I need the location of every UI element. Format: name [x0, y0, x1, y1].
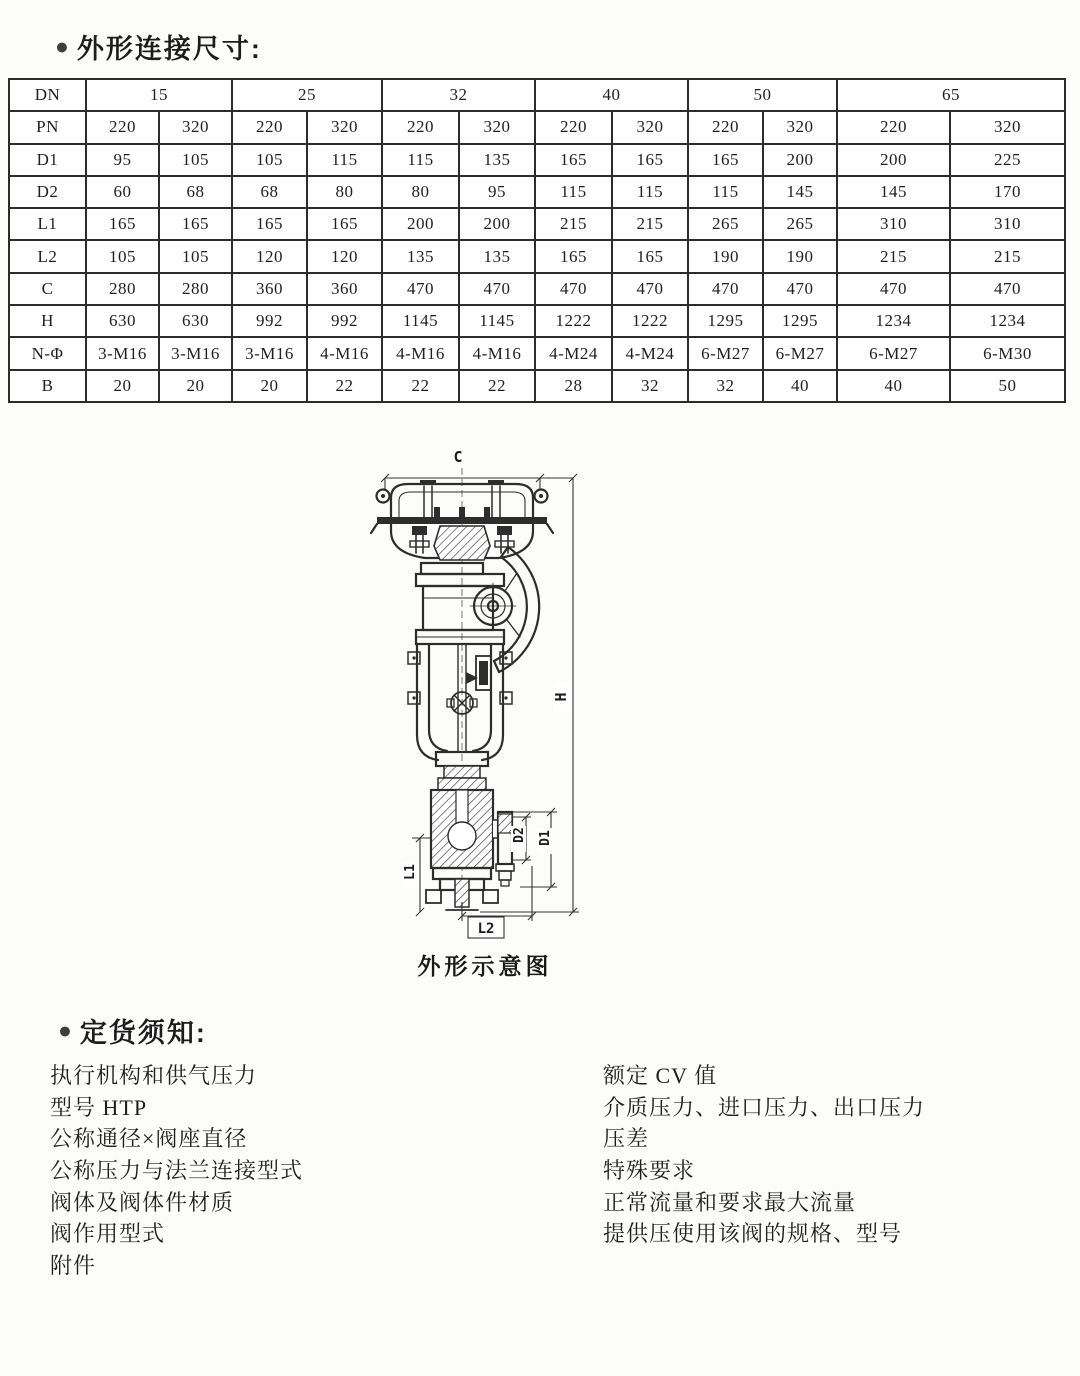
table-cell: 105: [159, 144, 232, 176]
table-cell: 165: [86, 208, 159, 240]
table-cell: 470: [382, 273, 459, 305]
table-cell: 95: [86, 144, 159, 176]
dn-group-header: 65: [837, 79, 1065, 111]
table-cell: 3-M16: [232, 337, 307, 369]
table-cell: 470: [459, 273, 535, 305]
table-cell: 115: [612, 176, 688, 208]
table-cell: 200: [459, 208, 535, 240]
table-cell: 68: [159, 176, 232, 208]
table-cell: 115: [307, 144, 382, 176]
dn-group-header: 15: [86, 79, 232, 111]
row-label: C: [9, 273, 86, 305]
table-cell: 6-M27: [763, 337, 837, 369]
dn-label-cell: DN: [9, 79, 86, 111]
table-cell: 120: [232, 240, 307, 272]
bullet-icon: ●: [55, 33, 71, 59]
table-cell: 992: [307, 305, 382, 337]
table-cell: 280: [86, 273, 159, 305]
table-cell: 220: [382, 111, 459, 143]
table-cell: 220: [535, 111, 612, 143]
table-cell: 22: [307, 370, 382, 402]
note-item: 公称通径×阀座直径: [50, 1126, 248, 1152]
ordering-notes-left: [50, 1060, 303, 1282]
table-cell: 32: [612, 370, 688, 402]
table-cell: 145: [763, 176, 837, 208]
table-cell: 165: [159, 208, 232, 240]
table-cell: 360: [307, 273, 382, 305]
table-cell: 310: [950, 208, 1065, 240]
bullet-icon: ●: [58, 1017, 74, 1043]
table-cell: 68: [232, 176, 307, 208]
table-cell: 32: [688, 370, 763, 402]
table-cell: 165: [612, 144, 688, 176]
table-cell: 1145: [459, 305, 535, 337]
table-cell: 220: [837, 111, 950, 143]
table-cell: 105: [232, 144, 307, 176]
section-title-ordering: [58, 1011, 207, 1050]
note-item: 正常流量和要求最大流量: [603, 1189, 857, 1215]
table-cell: 3-M16: [159, 337, 232, 369]
table-cell: 220: [232, 111, 307, 143]
table-cell: 165: [688, 144, 763, 176]
table-cell: 1222: [612, 305, 688, 337]
table-cell: 320: [459, 111, 535, 143]
note-item: 公称压力与法兰连接型式: [50, 1158, 304, 1184]
note-item: 型号 HTP: [50, 1094, 148, 1120]
row-label: B: [9, 370, 86, 402]
note-item: 阀作用型式: [50, 1221, 166, 1247]
table-cell: 6-M27: [688, 337, 763, 369]
table-cell: 310: [837, 208, 950, 240]
table-cell: 215: [837, 240, 950, 272]
table-cell: 320: [763, 111, 837, 143]
table-cell: 220: [86, 111, 159, 143]
row-label: PN: [9, 111, 86, 143]
table-cell: 95: [459, 176, 535, 208]
table-cell: 6-M27: [837, 337, 950, 369]
table-cell: 1295: [688, 305, 763, 337]
table-cell: 470: [763, 273, 837, 305]
row-label: D1: [9, 144, 86, 176]
table-cell: 190: [688, 240, 763, 272]
table-cell: 992: [232, 305, 307, 337]
note-item: 执行机构和供气压力: [50, 1063, 258, 1088]
table-cell: 135: [382, 240, 459, 272]
table-cell: 1234: [950, 305, 1065, 337]
dim-label-d1: D1: [538, 830, 553, 846]
table-cell: 20: [86, 370, 159, 402]
note-item: 附件: [50, 1253, 97, 1279]
table-cell: 60: [86, 176, 159, 208]
dn-group-header: 25: [232, 79, 382, 111]
table-cell: 4-M24: [612, 337, 688, 369]
note-item: 提供压使用该阀的规格、型号: [603, 1221, 903, 1247]
table-cell: 80: [382, 176, 459, 208]
dn-group-header: 40: [535, 79, 688, 111]
table-cell: 215: [612, 208, 688, 240]
table-cell: 1222: [535, 305, 612, 337]
table-cell: 165: [535, 144, 612, 176]
table-cell: 4-M24: [535, 337, 612, 369]
table-row: [9, 370, 1065, 402]
table-cell: 225: [950, 144, 1065, 176]
table-cell: 105: [86, 240, 159, 272]
dim-label-l1: L1: [403, 864, 418, 880]
table-cell: 3-M16: [86, 337, 159, 369]
table-cell: 170: [950, 176, 1065, 208]
table-cell: 360: [232, 273, 307, 305]
table-cell: 22: [382, 370, 459, 402]
table-cell: 470: [612, 273, 688, 305]
note-item: 压差: [603, 1126, 650, 1152]
table-cell: 4-M16: [307, 337, 382, 369]
table-cell: 470: [950, 273, 1065, 305]
row-label: N-Φ: [9, 337, 86, 369]
dim-label-c: C: [453, 448, 463, 466]
table-cell: 6-M30: [950, 337, 1065, 369]
row-label: L1: [9, 208, 86, 240]
table-cell: 320: [612, 111, 688, 143]
table-cell: 320: [159, 111, 232, 143]
table-cell: 1295: [763, 305, 837, 337]
table-cell: 28: [535, 370, 612, 402]
table-cell: 320: [307, 111, 382, 143]
dn-group-header: 50: [688, 79, 837, 111]
table-header-row: [9, 79, 1065, 111]
table-cell: 145: [837, 176, 950, 208]
table-cell: 200: [837, 144, 950, 176]
table-row: [9, 176, 1065, 208]
table-cell: 265: [688, 208, 763, 240]
table-row: [9, 111, 1065, 143]
table-cell: 115: [382, 144, 459, 176]
section-title-text: 定货须知:: [79, 1018, 207, 1048]
table-cell: 115: [688, 176, 763, 208]
table-cell: 50: [950, 370, 1065, 402]
table-cell: 165: [307, 208, 382, 240]
table-cell: 1145: [382, 305, 459, 337]
table-cell: 470: [688, 273, 763, 305]
table-cell: 470: [535, 273, 612, 305]
dimension-table: [8, 78, 1066, 403]
dim-label-d2: D2: [512, 827, 527, 843]
table-cell: 135: [459, 240, 535, 272]
table-cell: 190: [763, 240, 837, 272]
table-cell: 1234: [837, 305, 950, 337]
table-cell: 280: [159, 273, 232, 305]
table-row: [9, 240, 1065, 272]
table-row: [9, 273, 1065, 305]
note-item: 介质压力、进口压力、出口压力: [603, 1094, 926, 1120]
section-title-dimensions: [55, 27, 262, 66]
table-cell: 165: [232, 208, 307, 240]
table-row: [9, 337, 1065, 369]
note-item: 特殊要求: [603, 1158, 696, 1184]
table-cell: 135: [459, 144, 535, 176]
table-cell: 40: [837, 370, 950, 402]
table-cell: 265: [763, 208, 837, 240]
table-cell: 165: [535, 240, 612, 272]
table-cell: 630: [86, 305, 159, 337]
table-cell: 22: [459, 370, 535, 402]
table-cell: 20: [232, 370, 307, 402]
note-item: 额定 CV 值: [603, 1063, 718, 1088]
section-title-text: 外形连接尺寸:: [76, 34, 262, 64]
table-cell: 105: [159, 240, 232, 272]
table-cell: 40: [763, 370, 837, 402]
table-cell: 630: [159, 305, 232, 337]
table-row: [9, 208, 1065, 240]
table-cell: 80: [307, 176, 382, 208]
dn-group-header: 32: [382, 79, 535, 111]
table-cell: 320: [950, 111, 1065, 143]
table-cell: 120: [307, 240, 382, 272]
table-row: [9, 144, 1065, 176]
dim-label-l2: L2: [477, 921, 495, 937]
table-row: [9, 305, 1065, 337]
table-cell: 215: [535, 208, 612, 240]
table-cell: 20: [159, 370, 232, 402]
table-cell: 4-M16: [459, 337, 535, 369]
table-cell: 115: [535, 176, 612, 208]
dim-label-h: H: [552, 692, 570, 702]
table-cell: 220: [688, 111, 763, 143]
note-item: 阀体及阀体件材质: [50, 1189, 235, 1215]
table-cell: 215: [950, 240, 1065, 272]
row-label: H: [9, 305, 86, 337]
drawing-caption: 外形示意图: [417, 953, 553, 979]
table-cell: 470: [837, 273, 950, 305]
valve-outline-drawing: [360, 440, 660, 940]
table-cell: 200: [382, 208, 459, 240]
table-cell: 165: [612, 240, 688, 272]
row-label: D2: [9, 176, 86, 208]
table-cell: 4-M16: [382, 337, 459, 369]
table-cell: 200: [763, 144, 837, 176]
ordering-notes-right: [603, 1060, 925, 1250]
row-label: L2: [9, 240, 86, 272]
